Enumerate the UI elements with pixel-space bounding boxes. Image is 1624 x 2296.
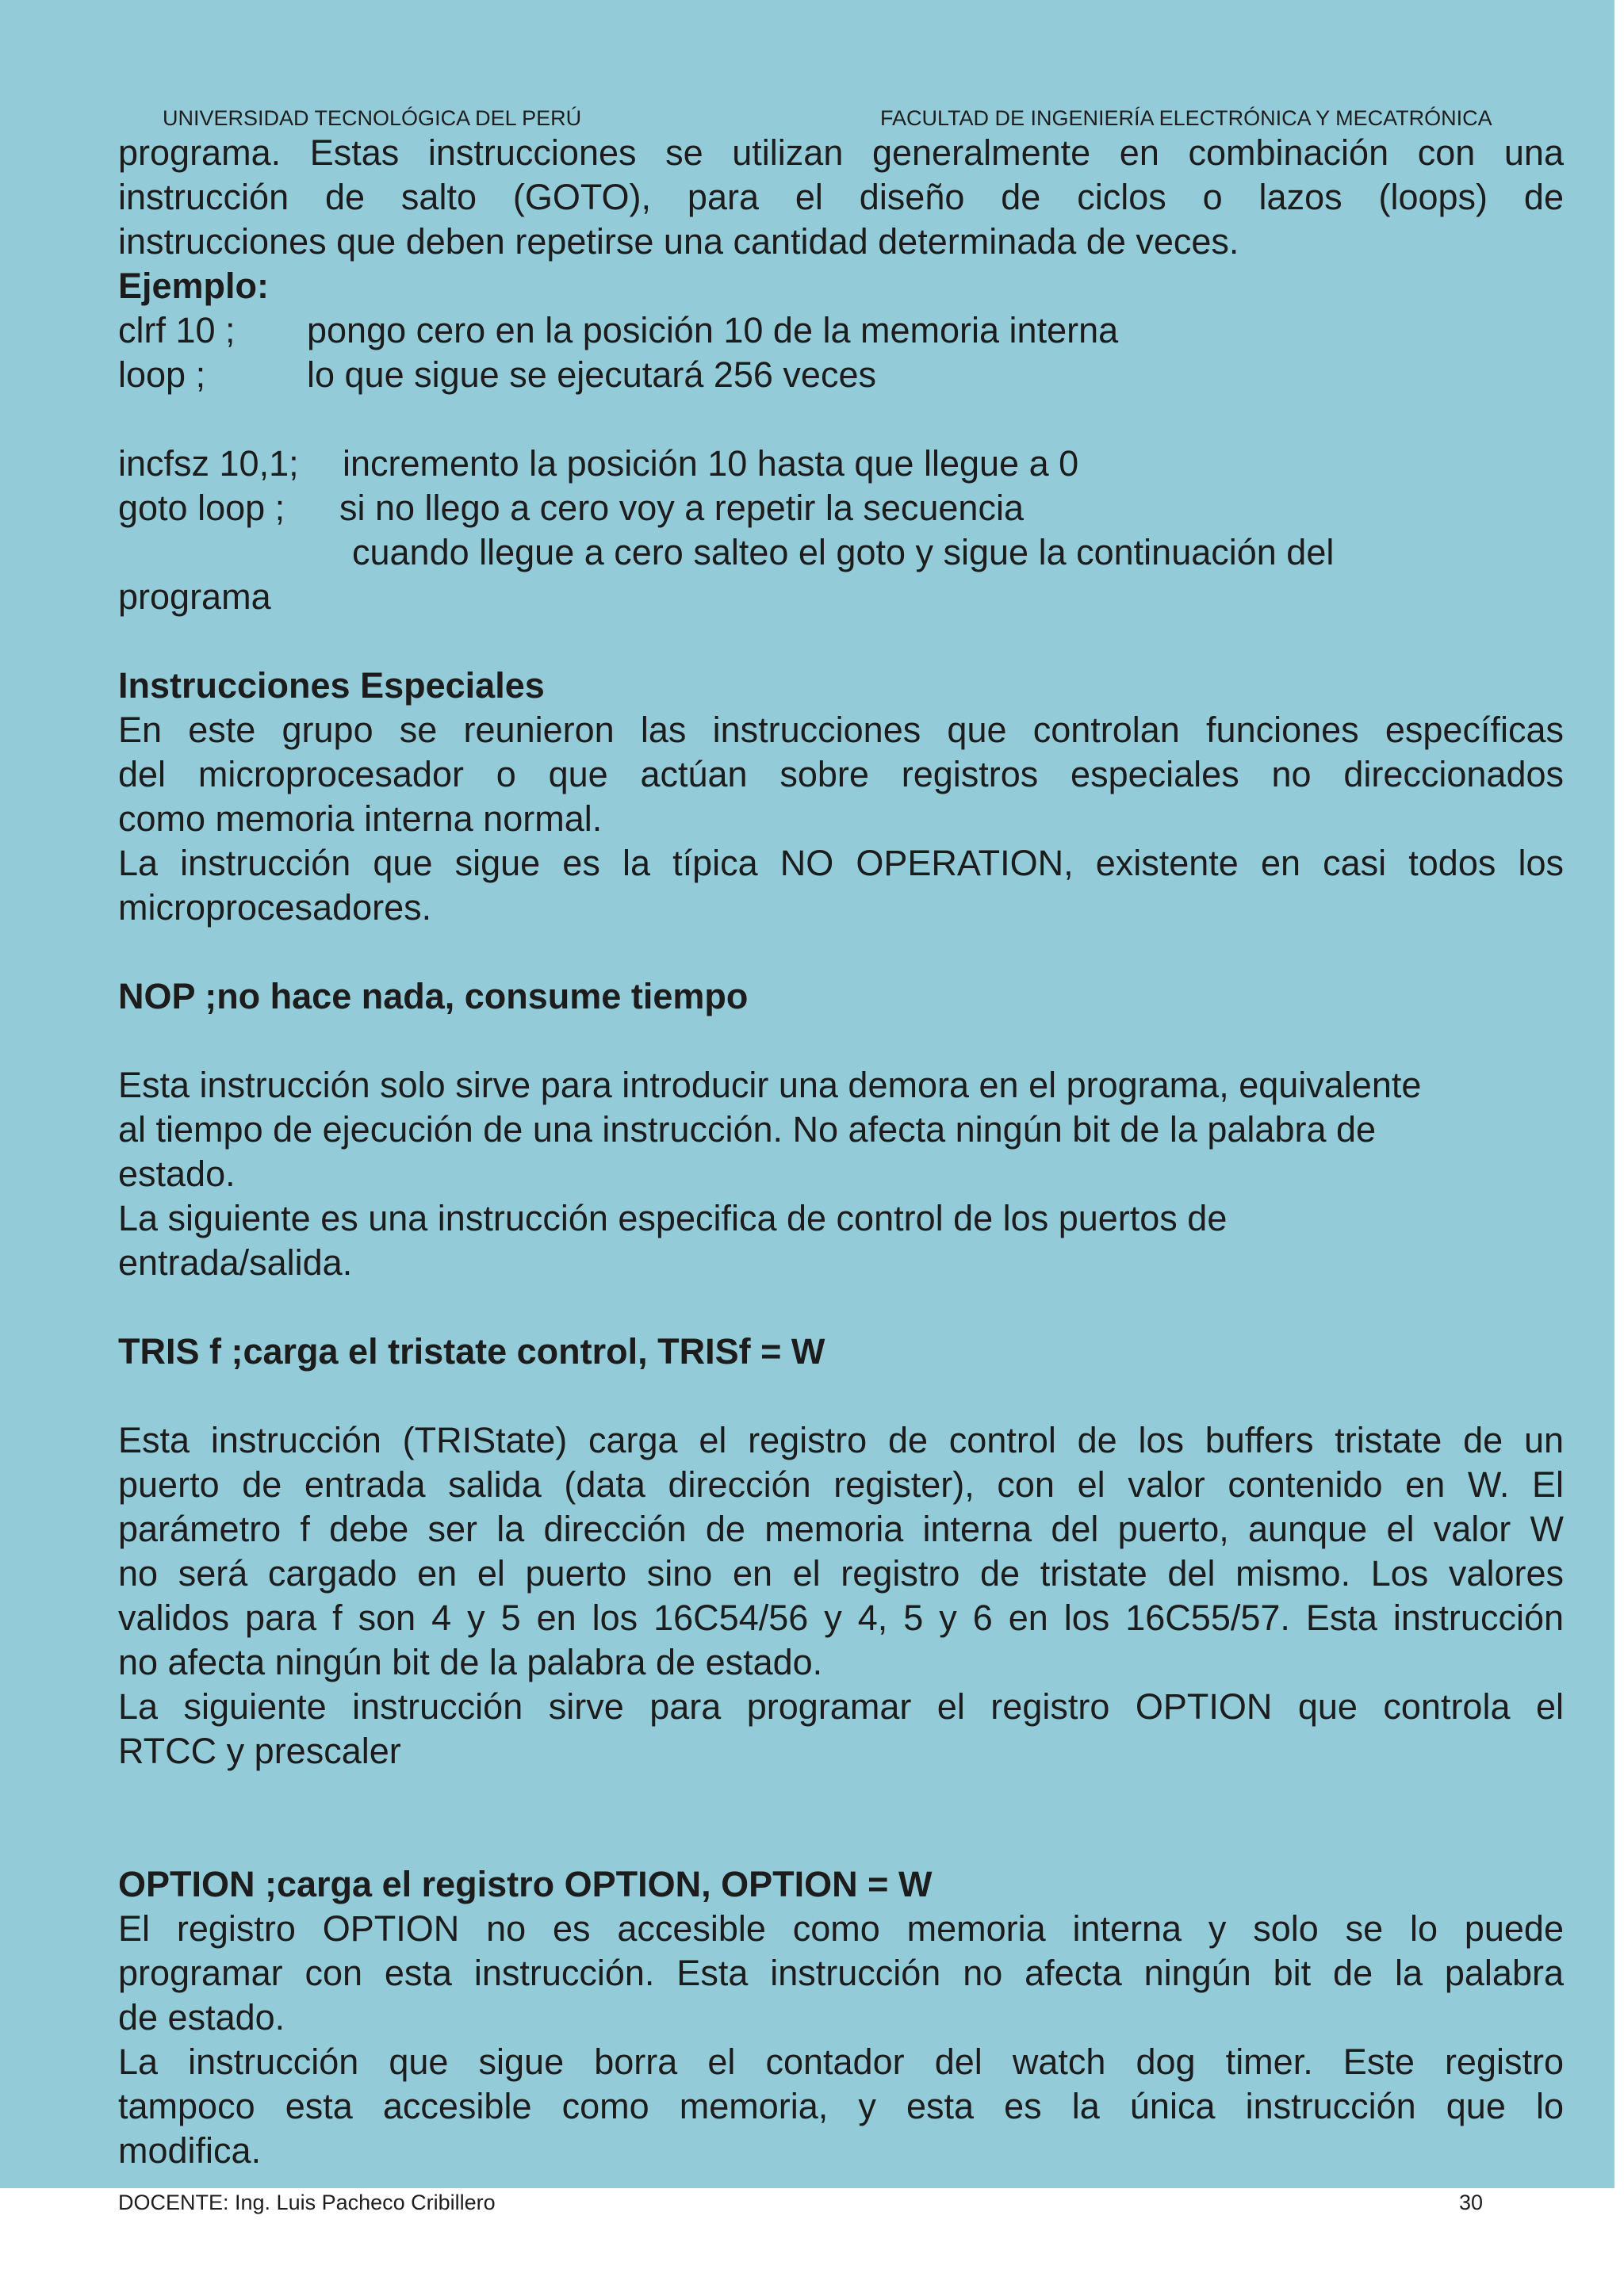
instruction-heading: NOP ;no hace nada, consume tiempo bbox=[118, 976, 749, 1016]
spacer bbox=[118, 1019, 1564, 1063]
footer-teacher: DOCENTE: Ing. Luis Pacheco Cribillero bbox=[118, 2191, 496, 2214]
paragraph-line: validos para f son 4 y 5 en los 16C54/56 y 4, 5 y 6 en los 16C55/57. Esta instrucción bbox=[118, 1598, 1564, 1638]
paragraph-line: instrucciones que deben repetirse una cantidad determinada de veces. bbox=[118, 221, 1239, 262]
header-university: UNIVERSIDAD TECNOLÓGICA DEL PERÚ bbox=[163, 106, 582, 130]
spacer bbox=[118, 1374, 1564, 1418]
code-comment: lo que sigue se ejecutará 256 veces bbox=[307, 354, 876, 395]
paragraph-line: La instrucción que sigue borra el contador del watch dog timer. Este registro bbox=[118, 2042, 1564, 2082]
spacer bbox=[118, 1285, 1564, 1330]
page-content bbox=[118, 131, 1564, 2173]
paragraph-line: entrada/salida. bbox=[118, 1242, 353, 1283]
code-line bbox=[118, 530, 1564, 575]
paragraph-line: El registro OPTION no es accesible como memoria interna y solo se lo puede bbox=[118, 1908, 1564, 1949]
paragraph-line: de estado. bbox=[118, 1997, 285, 2038]
paragraph-line: modifica. bbox=[118, 2130, 262, 2171]
code-comment: cuando llegue a cero salteo el goto y sigue la continuación del bbox=[352, 532, 1335, 572]
paragraph-line: puerto de entrada salida (data dirección register), con el valor contenido en W. El bbox=[118, 1464, 1564, 1505]
code-comment: si no llego a cero voy a repetir la secuencia bbox=[339, 488, 1024, 528]
code-command: incfsz 10,1; bbox=[118, 443, 299, 484]
page-number: 30 bbox=[1459, 2191, 1484, 2214]
paragraph-line: al tiempo de ejecución de una instrucción. No afecta ningún bit de la palabra de bbox=[118, 1109, 1377, 1150]
paragraph-line: parámetro f debe ser la dirección de memoria interna del puerto, aunque el valor W bbox=[118, 1509, 1564, 1549]
instruction-heading: TRIS f ;carga el tristate control, TRISf = W bbox=[118, 1331, 825, 1372]
paragraph-line: instrucción de salto (GOTO), para el diseño de ciclos o lazos (loops) de bbox=[118, 177, 1564, 217]
paragraph-line: del microprocesador o que actúan sobre registros especiales no direccionados bbox=[118, 754, 1564, 794]
code-comment: pongo cero en la posición 10 de la memoria interna bbox=[307, 310, 1119, 350]
paragraph-line: La siguiente instrucción sirve para programar el registro OPTION que controla el bbox=[118, 1686, 1564, 1727]
code-command: clrf 10 ; bbox=[118, 310, 236, 350]
section-heading: Instrucciones Especiales bbox=[118, 665, 545, 706]
spacer bbox=[118, 397, 1564, 442]
paragraph-line: En este grupo se reunieron las instrucciones que controlan funciones específicas bbox=[118, 710, 1564, 750]
paragraph-line: La siguiente es una instrucción especifica de control de los puertos de bbox=[118, 1198, 1228, 1238]
paragraph-line: programa. Estas instrucciones se utilizan generalmente en combinación con una bbox=[118, 132, 1564, 173]
spacer bbox=[118, 1774, 1564, 1862]
paragraph-line: microprocesadores. bbox=[118, 887, 432, 928]
code-comment: incremento la posición 10 hasta que llegue a 0 bbox=[343, 443, 1079, 484]
spacer bbox=[118, 930, 1564, 974]
spacer bbox=[118, 619, 1564, 664]
instruction-heading: OPTION ;carga el registro OPTION, OPTION = W bbox=[118, 1864, 933, 1904]
paragraph-line: no será cargado en el puerto sino en el registro de tristate del mismo. Los valores bbox=[118, 1553, 1564, 1594]
header-faculty: FACULTAD DE INGENIERÍA ELECTRÓNICA Y MECATRÓNICA bbox=[880, 106, 1492, 130]
paragraph-line: Esta instrucción solo sirve para introducir una demora en el programa, equivalente bbox=[118, 1065, 1422, 1105]
code-command: goto loop ; bbox=[118, 488, 285, 528]
code-line bbox=[118, 442, 1564, 486]
code-line: programa bbox=[118, 576, 271, 617]
paragraph-line: estado. bbox=[118, 1154, 236, 1194]
paragraph-line: Esta instrucción (TRIState) carga el registro de control de los buffers tristate de un bbox=[118, 1420, 1564, 1460]
code-line bbox=[118, 353, 1564, 397]
paragraph-line: como memoria interna normal. bbox=[118, 798, 603, 839]
paragraph-line: tampoco esta accesible como memoria, y esta es la única instrucción que lo bbox=[118, 2086, 1564, 2126]
paragraph-line: La instrucción que sigue es la típica NO OPERATION, existente en casi todos los bbox=[118, 843, 1564, 883]
code-line bbox=[118, 308, 1564, 353]
paragraph-line: programar con esta instrucción. Esta instrucción no afecta ningún bit de la palabra bbox=[118, 1953, 1564, 1993]
code-command: loop ; bbox=[118, 354, 206, 395]
example-heading: Ejemplo: bbox=[118, 266, 270, 306]
paragraph-line: RTCC y prescaler bbox=[118, 1731, 401, 1771]
paragraph-line: no afecta ningún bit de la palabra de estado. bbox=[118, 1642, 823, 1682]
code-line bbox=[118, 486, 1564, 530]
